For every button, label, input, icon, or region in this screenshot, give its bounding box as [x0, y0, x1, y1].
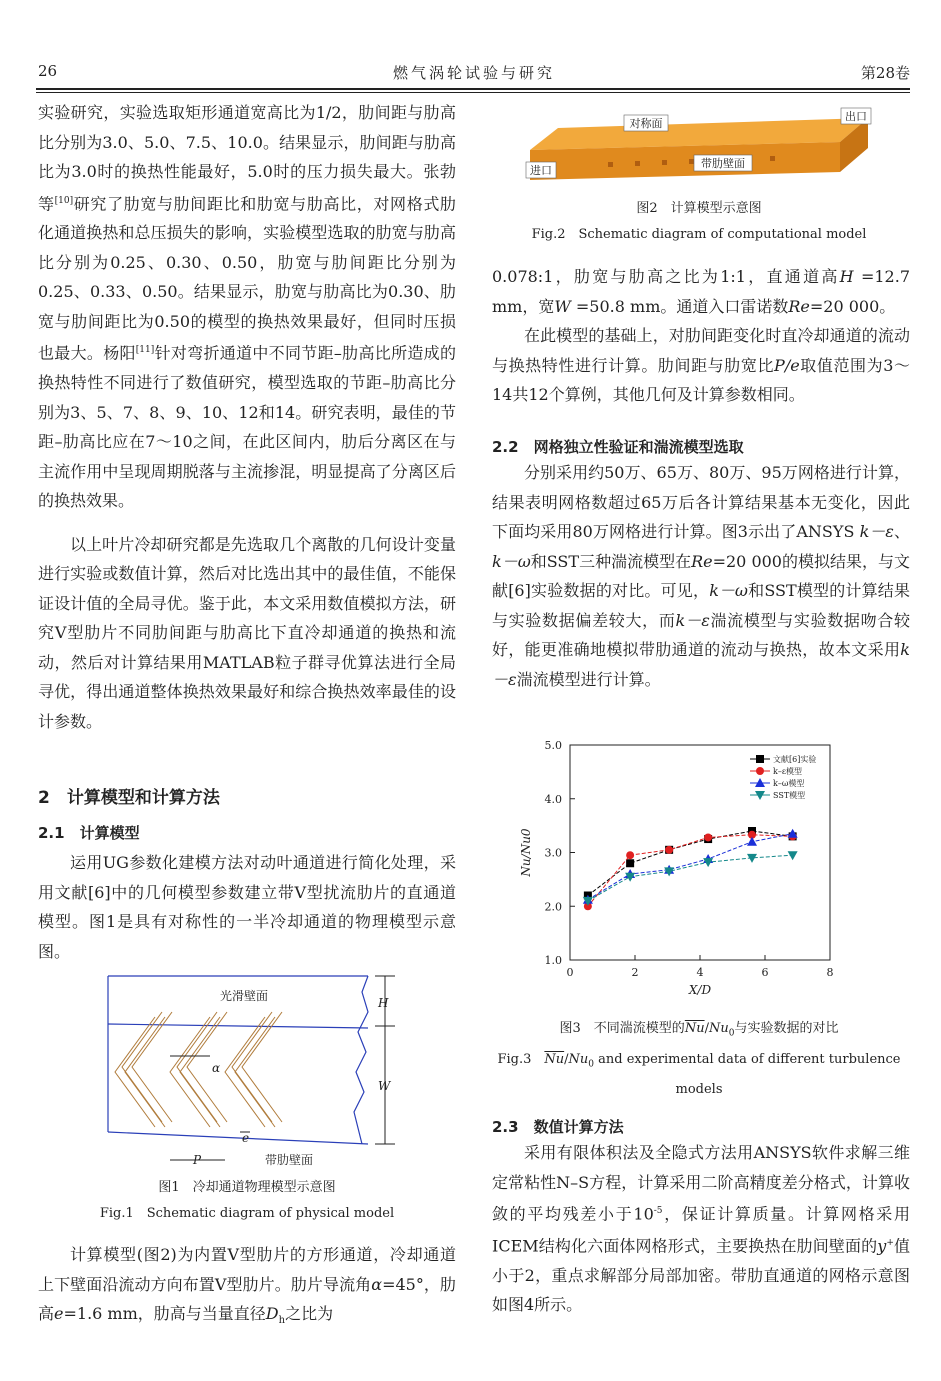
figure-3-caption	[490, 1016, 908, 1103]
right-column-top	[492, 262, 910, 410]
caption-en: Fig.2 Schematic diagram of computational model	[531, 227, 867, 242]
height-label: H	[378, 996, 389, 1010]
x-tick-label: 6	[761, 966, 769, 979]
subsection-heading: 2.3 数值计算方法	[492, 1118, 624, 1136]
data-point	[756, 755, 764, 763]
legend-label: k–ε模型	[773, 767, 802, 776]
data-point	[704, 833, 712, 841]
left-column-bottom	[38, 1240, 456, 1336]
series-line	[588, 855, 793, 901]
width-label: W	[378, 1079, 391, 1093]
figure-3-chart	[500, 735, 900, 1010]
pitch-label: P	[193, 1153, 202, 1167]
x-axis-label: X/D	[688, 983, 712, 997]
ribbed-wall-label: 带肋壁面	[265, 1153, 314, 1167]
figure-2-computational-model	[520, 100, 880, 192]
paragraph: 在此模型的基础上，对肋间距变化时直冷却通道的流动与换热特性进行计算。肋间距与肋宽比P/e取值范围为3～14共12个算例，其他几何及计算参数相同。	[492, 326, 910, 404]
angle-label: α	[212, 1061, 221, 1075]
right-column-bottom	[492, 1138, 910, 1320]
paragraph: 采用有限体积法及全隐式方法用ANSYS软件求解三维定常粘性N–S方程，计算采用二阶高精度差分格式，计算收敛的平均残差小于$10^{-5}$，保证计算质量。计算网格采用ICEM结构化六面体网格形式，主要换热在肋间壁面的y+值小于2，重点求解部分局部加密。带肋直通道的网格示意图如图4所示。	[492, 1143, 910, 1315]
subsection-heading: 2.2 网格独立性验证和湍流模型选取	[492, 438, 744, 456]
paragraph: 分别采用约50万、65万、80万、95万网格进行计算，结果表明网格数超过65万后各计算结果基本无变化，因此下面均采用80万网格进行计算。图3示出了ANSYS k－ε、k－ω和SST三种湍流模型在Re=20 000的模拟结果，与文献[6]实验数据的对比。可见，k－ω和SST模型的计算结果与实验数据偏差较大，而k－ε湍流模型与实验数据吻合较好，能更准确地模拟带肋通道的流动与换热，故本文采用k－ε湍流模型进行计算。	[492, 463, 910, 689]
ribbed-wall-label: 带肋壁面	[701, 157, 745, 170]
y-axis-label: Nu/Nu0	[519, 828, 533, 877]
data-point	[665, 846, 673, 854]
page-header	[38, 62, 910, 86]
data-point	[626, 851, 634, 859]
header-rule	[36, 88, 910, 90]
data-point	[788, 851, 798, 860]
x-tick-label: 8	[826, 966, 834, 979]
caption-en-cont: models	[675, 1082, 723, 1098]
journal-title: 燃气涡轮试验与研究	[392, 64, 555, 82]
section-heading: 2 计算模型和计算方法	[38, 788, 220, 808]
legend-label: k–ω模型	[773, 779, 805, 788]
x-tick-label: 4	[696, 966, 704, 979]
paragraph: 计算模型(图2)为内置V型肋片的方形通道，冷却通道上下壁面沿流动方向布置V型肋片。肋片导流角α=45°，肋高e=1.6 mm，肋高与当量直径$D_h$之比为	[38, 1245, 456, 1327]
series-line	[588, 831, 793, 896]
legend-label: SST模型	[773, 791, 806, 800]
legend-label: 文献[6]实验	[773, 755, 817, 764]
figure-2-caption	[490, 196, 908, 248]
figure-1-physical-model	[100, 972, 400, 1172]
rib-height-label: e	[242, 1131, 250, 1145]
y-tick-label: 2.0	[544, 900, 562, 914]
smooth-wall-label: 光滑壁面	[220, 989, 269, 1003]
figure-1-caption	[38, 1175, 456, 1227]
volume-number: 第28卷	[860, 64, 910, 82]
paragraph: 0.078:1，肋宽与肋高之比为1:1，直通道高H =12.7 mm，宽W =50.8 mm。通道入口雷诺数Re=20 000。	[492, 267, 910, 316]
paragraph: 运用UG参数化建模方法对动叶通道进行简化处理，采用文献[6]中的几何模型参数建立带V型扰流肋片的直通道模型。图1是具有对称性的一半冷却通道的物理模型示意图。	[38, 853, 456, 961]
inlet-label: 进口	[530, 164, 552, 177]
y-tick-label: 3.0	[544, 846, 562, 860]
y-tick-label: 1.0	[544, 954, 562, 967]
caption-cn: 图2 计算模型示意图	[636, 201, 762, 216]
header-rule-thin	[36, 92, 910, 93]
data-point	[747, 837, 757, 846]
paragraph: 以上叶片冷却研究都是先选取几个离散的几何设计变量进行实验或数值计算，然后对比选出其中的最佳值，不能保证设计值的全局寻优。鉴于此，本文采用数值模拟方法，研究V型肋片不同肋间距与肋高比下直冷却通道的换热和流动，然后对计算结果用MATLAB粒子群寻优算法进行全局寻优，得出通道整体换热效果最好和综合换热效率最佳的设计参数。	[38, 534, 456, 731]
caption-en: Fig.3 $\overline{Nu}/Nu_0$ and experimental data of different turbulence	[497, 1051, 901, 1070]
x-tick-label: 2	[631, 966, 639, 979]
left-column-top	[38, 98, 456, 736]
caption-en: Fig.1 Schematic diagram of physical model	[99, 1206, 395, 1221]
symmetry-plane-label: 对称面	[629, 117, 663, 130]
left-column-mid	[38, 848, 456, 966]
x-tick-label: 0	[566, 966, 574, 979]
data-point	[756, 767, 764, 775]
y-tick-label: 5.0	[544, 739, 562, 752]
paragraph: 实验研究，实验选取矩形通道宽高比为1/2，肋间距与肋高比分别为3.0、5.0、7.5、10.0。结果显示，肋间距与肋高比为3.0时的换热性能最好，5.0时的压力损失最大。张勃等[10]研究了肋宽与肋间距比和肋宽与肋高比，对网格式肋化通道换热和总压损失的影响，实验模型选取的肋宽与肋高比分别为0.25、0.30、0.50，肋宽与肋间距比分别为0.25、0.33、0.50。结果显示，肋宽与肋高比为0.30、肋宽与肋间距比为0.50的模型的换热效果最好，但同时压损也最大。杨阳[11]针对弯折通道中不同节距–肋高比所造成的换热特性不同进行了数值研究，模型选取的节距–肋高比分别为3、5、7、8、9、10、12和14。研究表明，最佳的节距–肋高比应在7～10之间，在此区间内，肋后分离区在与主流作用中呈现周期脱落与主流掺混，明显提高了分离区后的换热效果。	[38, 103, 456, 511]
outlet-label: 出口	[845, 110, 867, 123]
data-point	[626, 859, 634, 867]
caption-cn: 图3 不同湍流模型的$\overline{Nu}/Nu_0$与实验数据的对比	[559, 1021, 839, 1039]
right-column-mid	[492, 458, 910, 694]
page-number: 26	[38, 62, 58, 80]
series-line	[588, 835, 793, 906]
y-tick-label: 4.0	[544, 792, 562, 806]
subsection-heading: 2.1 计算模型	[38, 824, 140, 842]
caption-cn: 图1 冷却通道物理模型示意图	[158, 1180, 336, 1195]
